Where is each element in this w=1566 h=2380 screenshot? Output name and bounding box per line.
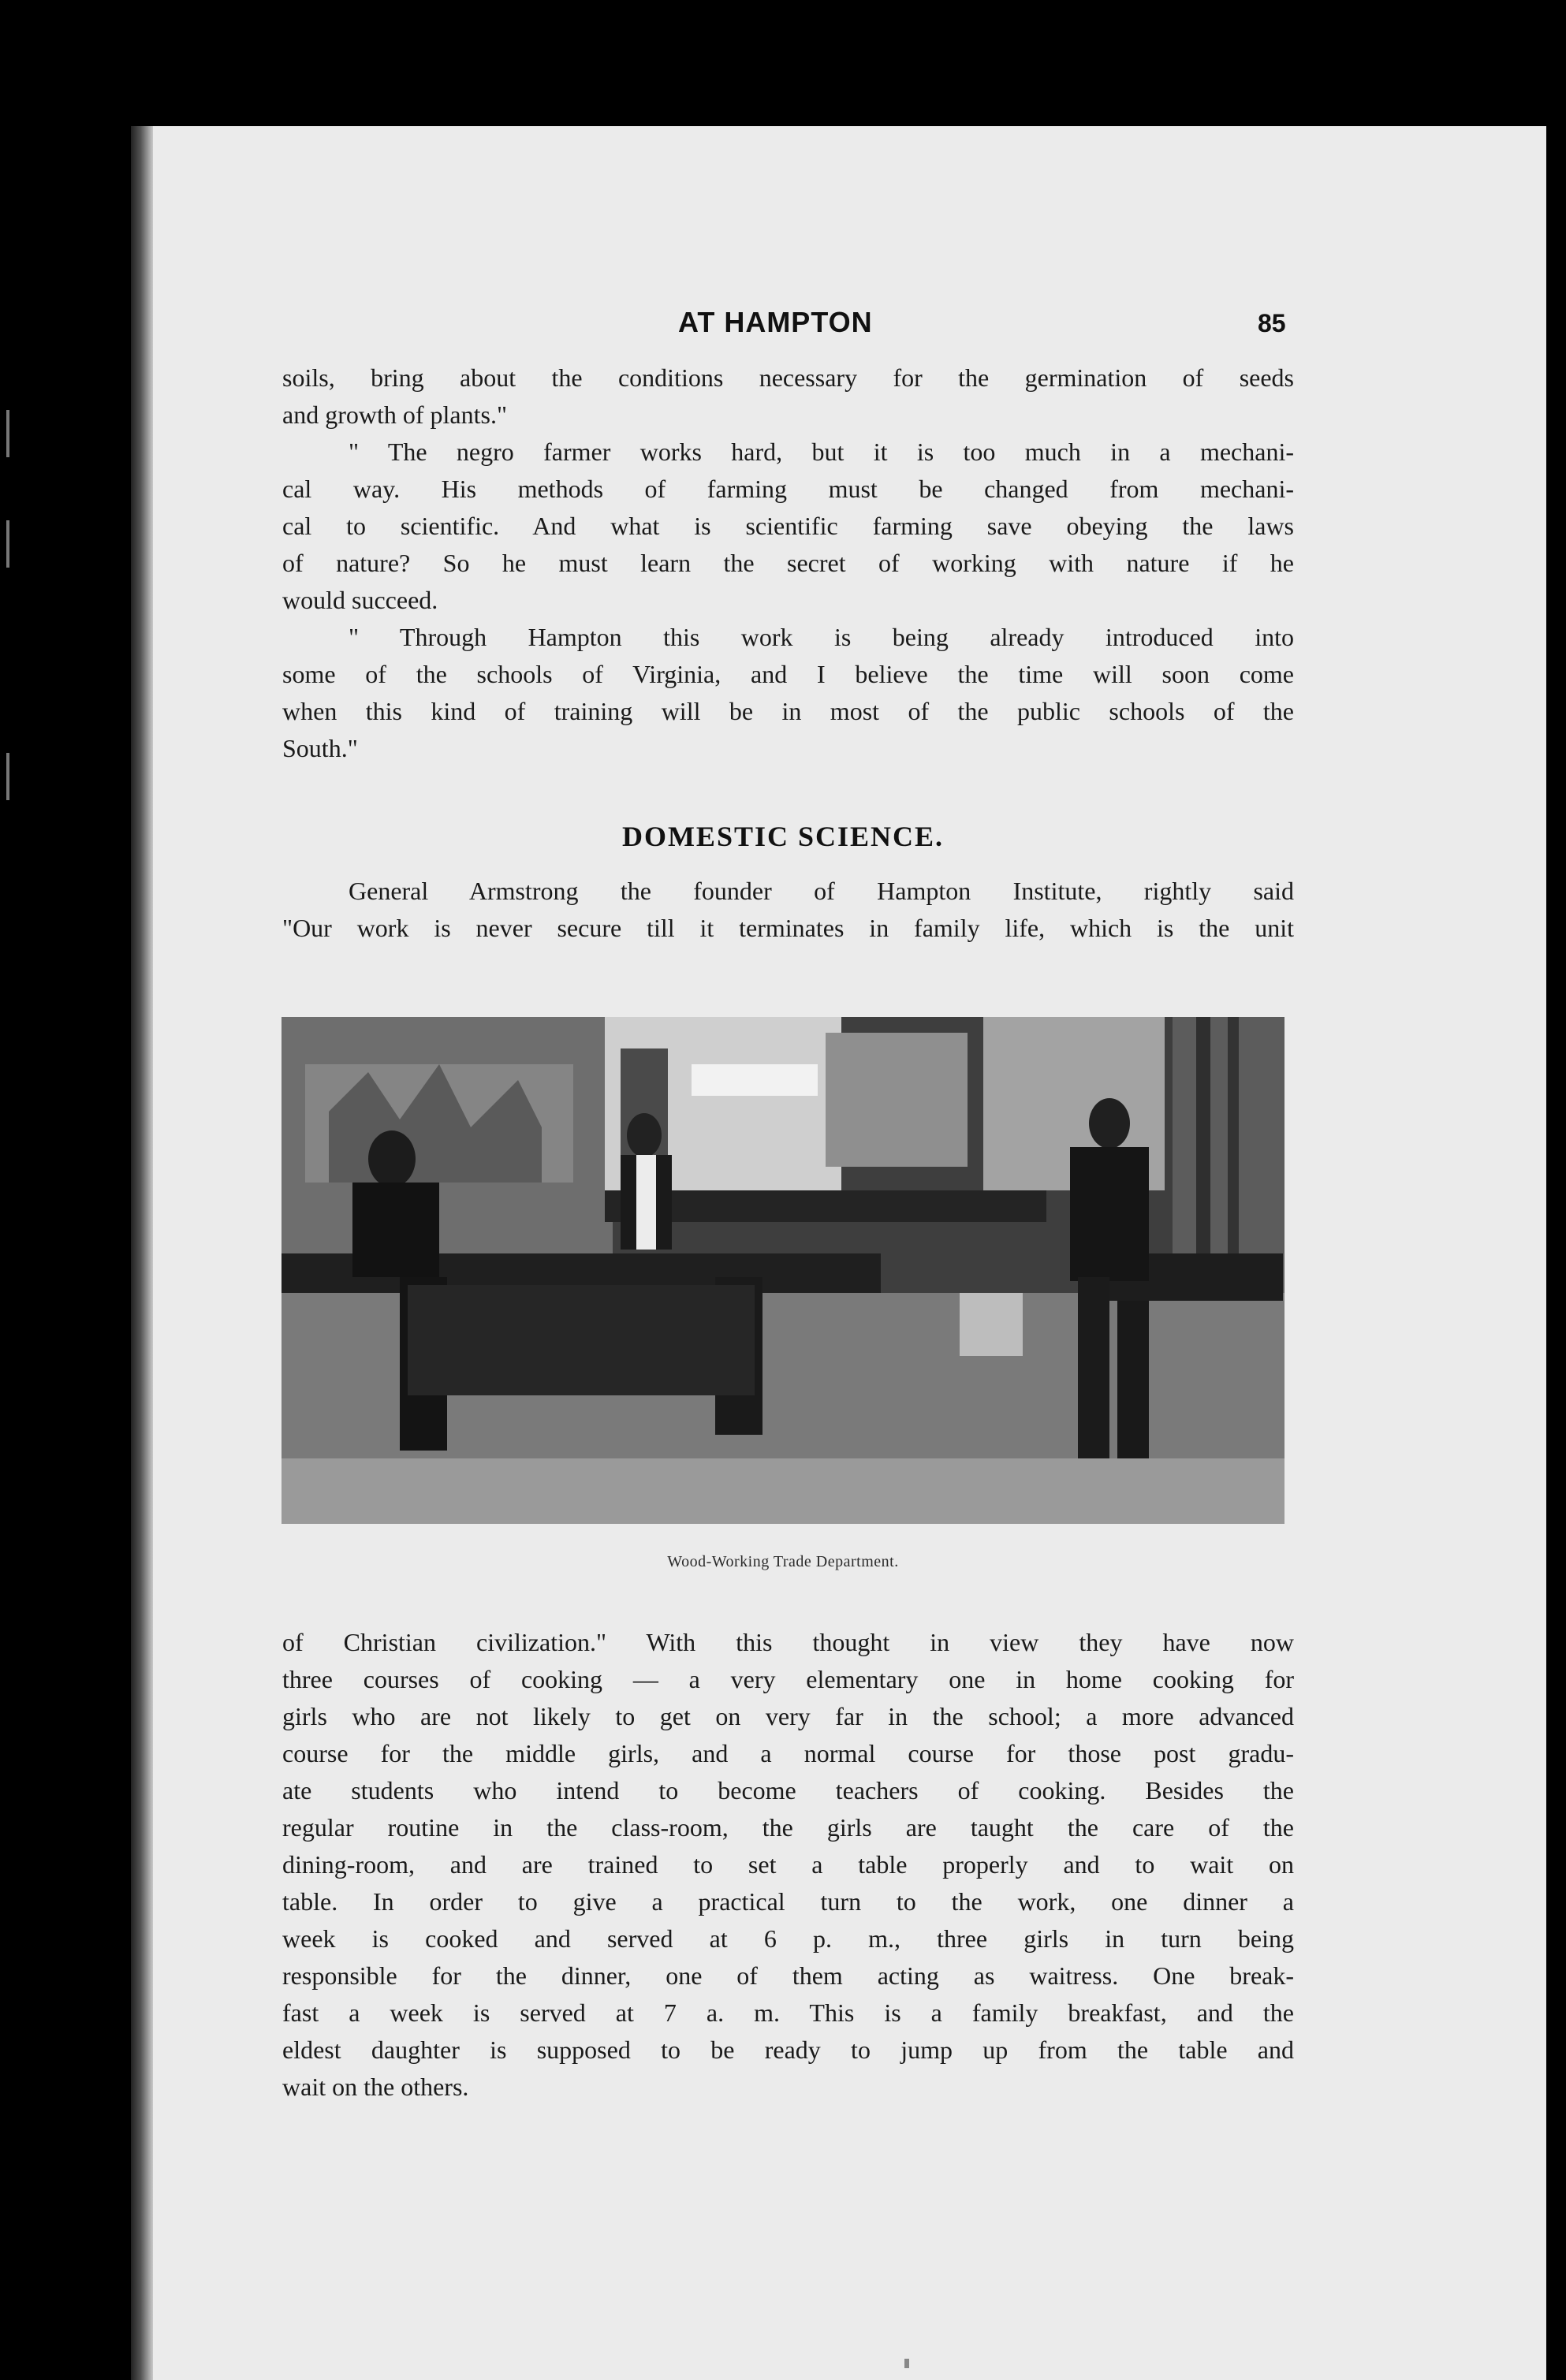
text-line: table. In order to give a practical turn to the work, one dinner a: [282, 1887, 1294, 1916]
text-line: "Our work is never secure till it terminates in family life, which is the unit: [282, 914, 1294, 942]
margin-mark: [6, 410, 9, 457]
page-binding-edge: [131, 126, 153, 2380]
page-number: 85: [1258, 309, 1286, 337]
text-line: and growth of plants.": [282, 400, 508, 429]
text-line: " The negro farmer works hard, but it is too much in a mechani-: [349, 438, 1294, 466]
text-line: soils, bring about the conditions necessary for the germination of seeds: [282, 363, 1294, 392]
bottom-paragraph: [282, 1624, 1294, 2106]
photo-caption: Wood-Working Trade Department.: [667, 1553, 899, 1570]
top-paragraph: [282, 359, 1294, 767]
text-line: General Armstrong the founder of Hampton Institute, rightly said: [349, 877, 1294, 905]
text-line: some of the schools of Virginia, and I believe the time will soon come: [282, 660, 1294, 688]
margin-mark: [6, 520, 9, 568]
margin-mark: [6, 753, 9, 800]
text-line: week is cooked and served at 6 p. m., three girls in turn being: [282, 1924, 1294, 1953]
text-line: cal way. His methods of farming must be changed from mechani-: [282, 475, 1294, 503]
text-line: responsible for the dinner, one of them acting as waitress. One break-: [282, 1961, 1294, 1990]
text-line: course for the middle girls, and a normal course for those post gradu-: [282, 1739, 1294, 1767]
text-line: of Christian civilization." With this thought in view they have now: [282, 1628, 1294, 1656]
section-intro: [282, 873, 1294, 947]
scan-artifact: [904, 2359, 909, 2368]
text-line: would succeed.: [282, 586, 438, 614]
text-line: when this kind of training will be in most of the public schools of the: [282, 697, 1294, 725]
text-line: of nature? So he must learn the secret of working with nature if he: [282, 549, 1294, 577]
text-line: cal to scientific. And what is scientific farming save obeying the laws: [282, 512, 1294, 540]
section-heading: DOMESTIC SCIENCE.: [621, 821, 945, 852]
text-line: South.": [282, 734, 358, 762]
text-line: fast a week is served at 7 a. m. This is a family breakfast, and the: [282, 1998, 1294, 2027]
text-line: dining-room, and are trained to set a table properly and to wait on: [282, 1850, 1294, 1879]
text-line: ate students who intend to become teachers of cooking. Besides the: [282, 1776, 1294, 1805]
text-line: regular routine in the class-room, the girls are taught the care of the: [282, 1813, 1294, 1842]
text-line: " Through Hampton this work is being already introduced into: [349, 623, 1294, 651]
text-line: girls who are not likely to get on very far in the school; a more advanced: [282, 1702, 1294, 1730]
text-line: eldest daughter is supposed to be ready to jump up from the table and: [282, 2035, 1294, 2064]
text-line: wait on the others.: [282, 2073, 469, 2101]
running-title: AT HAMPTON: [678, 306, 873, 338]
text-line: three courses of cooking — a very elementary one in home cooking for: [282, 1665, 1294, 1693]
workshop-photo: [282, 1017, 1284, 1524]
